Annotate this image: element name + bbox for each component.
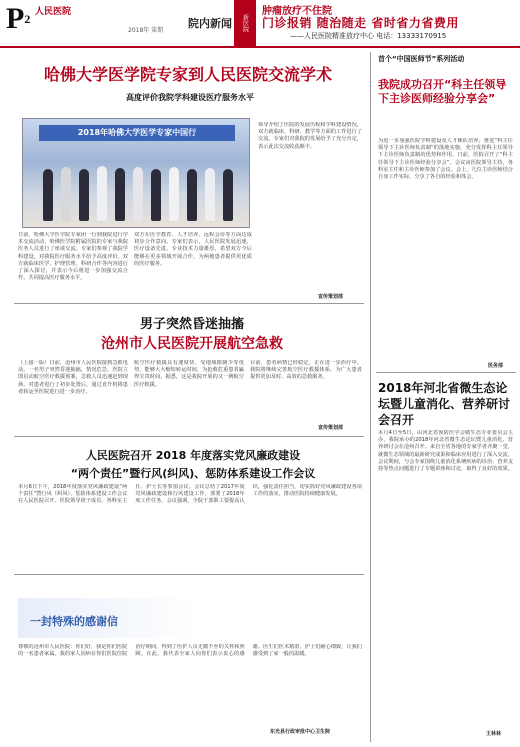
- story1-headline: 哈佛大学医学院专家到人民医院交流学术: [43, 65, 332, 84]
- ad-line-3: ——人民医院精准放疗中心 电话：13333170915: [290, 32, 447, 40]
- page-number: P2: [6, 2, 31, 35]
- story2-headline-2: 沧州市人民医院开展航空急救: [101, 336, 283, 352]
- ad-line-2: 门诊报销 随治随走 省时省力省费用: [262, 16, 459, 30]
- column-divider: [370, 52, 371, 742]
- photo-person: [79, 169, 89, 221]
- right-credit-1: 医务部: [488, 363, 504, 369]
- right-headline-2: 2018年河北省微生态论坛暨儿童消化、营养研讨会召开: [378, 381, 511, 427]
- story1-subtitle: 高度评价我院学科建设医疗服务水平: [126, 93, 254, 102]
- story2-col2: 航空医疗救援具有速度快、受地域限制少等优势，能够大大缩短转运时间，为抢救危重患者赢得宝贵时间。据悉，这是我院开展的又一例航空医疗救援。: [134, 360, 244, 388]
- story4-credit: 东光县行政审批中心卫生院: [270, 729, 331, 735]
- right-tag: 首个“中国医师节”系列活动: [378, 55, 465, 63]
- divider: [14, 574, 364, 575]
- divider: [14, 436, 364, 437]
- story3-body: 本月6日下午，2018年度落实党风廉政建设“两个责任”暨行风（纠风）、惩防体系建设工作会议在人民医院召开。医院领导班子成员、各科室主任、护士长等参加会议。会议总结了2017年度党风廉政建设和行风建设工作，部署了2018年度工作任务。会议强调，全院干部职工要提高认识，强化责任担当，切实抓好党风廉政建设各项工作的落实，推动医院持续健康发展。: [18, 484, 362, 505]
- photo-person: [97, 166, 107, 221]
- photo-person: [43, 169, 53, 221]
- photo-person: [61, 167, 71, 221]
- newspaper-brand: 人民医院: [35, 7, 72, 17]
- story4-headline: 一封特殊的感谢信: [30, 615, 118, 628]
- right-body-1: 为进一步加强医院学科建设及人才梯队培养，推进“科主任领导下主诊医师负责制”的落地实施，充分发挥科主任领导下主诊医师负责制的优势和作用，日前，医院召开了“科主任领导下主诊医师经验分享会”。会议由医院领导主持，各科室主任和主诊医师参加了会议。会上，几位主诊医师结合自身工作实际，分享了各自的经验和体会。: [378, 138, 513, 181]
- photo-banner: 2018年哈佛大学医学专家中国行: [39, 125, 235, 141]
- right-credit-2: 王林林: [486, 731, 502, 737]
- story2-headline-1: 男子突然昏迷抽搐: [139, 317, 244, 332]
- photo-person: [169, 167, 179, 221]
- story3-headline-1: 人民医院召开 2018 年度落实党风廉政建设: [85, 449, 301, 462]
- story1-col3: 领导介绍了医院的发展历程和学科建设情况，双方就临床、科研、教学等方面的工作进行了交流。专家们对我院的发展给予了充分肯定，表示此次交流收获颇丰。: [258, 122, 362, 150]
- ad-label: 新医院: [234, 0, 256, 46]
- story3-headline-2: “两个责任”暨行风(纠风)、惩防体系建设工作会议: [70, 467, 316, 480]
- photo-person: [151, 169, 161, 221]
- story1-photo: [22, 118, 250, 228]
- divider: [376, 372, 516, 373]
- photo-person: [205, 168, 215, 221]
- issue-date: 2018年 第期: [128, 27, 164, 34]
- photo-person: [187, 169, 197, 221]
- story2-col3: 目前，患者病情已经稳定，正在进一步治疗中。我院将继续完善航空医疗救援体系，为广大患者提供更加及时、高效的急救服务。: [250, 360, 362, 381]
- story1-credit: 宣传策划部: [318, 294, 344, 300]
- photo-person: [115, 168, 125, 221]
- story4-body: 尊敬的沧州市人民医院：你们好，我是你们医院的一名患者家属。我的家人因病在你们医院住院治疗期间，得到了医护人员无微不至的关怀和照顾。在此，我代表全家人向你们表示衷心的感谢。医生们医术精湛，护士们耐心细致，让我们感受到了家一般的温暖。: [18, 644, 362, 658]
- photo-person: [223, 169, 233, 221]
- story2-credit: 宣传策划部: [318, 425, 344, 431]
- story1-col1: 日前，哈佛大学医学院专家团一行到我院进行学术交流活动，哈佛医学院附属医院的专家与我院医务人员进行了座谈交流。专家们参观了我院学科建设，对我院医疗服务水平给予高度评价。双方就临床医学、护理管理、科研合作等内容进行了深入探讨，并表示今后将进一步加强交流合作，共同提高医疗服务水平。: [18, 232, 128, 282]
- right-headline-1: 我院成功召开“科主任领导下主诊医师经验分享会”: [378, 78, 507, 105]
- divider: [14, 303, 364, 304]
- photo-person: [133, 167, 143, 221]
- story1-col2: 双方在医学教育、人才培养、远程会诊等方面达成初步合作意向。专家们表示，人民医院发展迅速，医疗设备先进，专业技术力量雄厚，希望双方今后能够在更多领域开展合作，为两地患者提供更优质的医疗服务。: [134, 232, 252, 267]
- page-header: [0, 0, 520, 48]
- right-body-2: 本月4日至5日，由河北省预防医学会微生态专业委员会主办、我院承办的2018年河北省微生态论坛暨儿童消化、营养研讨会在沧州召开。来自全省各地的专家学者齐聚一堂，就微生态领域的最新研究成果和临床应用进行了深入交流。会议期间，与会专家围绕儿童消化系统疾病的诊治、营养支持等热点问题进行了专题讲座和讨论，取得了良好的效果。: [378, 430, 513, 473]
- story2-col1: （上接一版）日前，沧州市人民医院接到急救电话，一名男子突然昏迷抽搐，情况危急。医院立即启动航空医疗救援预案，急救人员迅速赶到现场，对患者进行了初步处置后，通过直升机将患者转运至医院进行进一步治疗。: [18, 360, 128, 395]
- ad-line-1: 肿瘤放疗不住院: [262, 6, 332, 17]
- section-title: 院内新闻: [188, 17, 232, 30]
